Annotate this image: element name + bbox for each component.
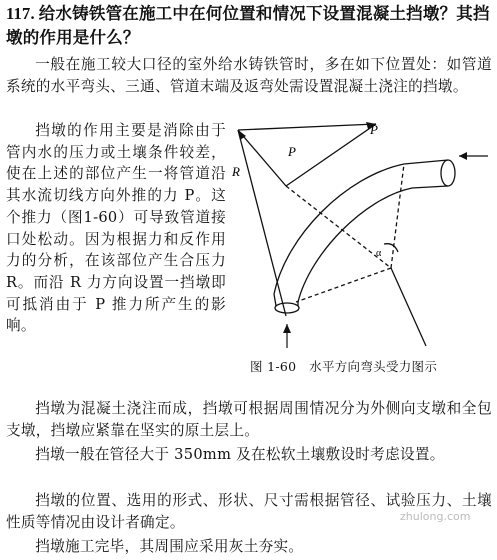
question-number: 117. <box>6 4 35 23</box>
bend-force-figure <box>226 116 494 396</box>
radius-line-2 <box>391 164 404 268</box>
pipe-end-upper <box>441 160 455 186</box>
label-alpha: α <box>376 248 382 259</box>
paragraph-2: 挡墩的作用主要是消除由于管内水的压力或土壤条件较差，使在上述的部位产生一将管道沿其水流切线方向外推的力 P。这个推力（图1-60）可导致管道接口处松动。因为根据力和反作用力的分析，在该部位产生合压力R。而沿 R 力方向设置一挡墩即可抵消由于 P 推力所产生的影响。 <box>6 122 226 335</box>
force-line-P <box>286 124 376 186</box>
bend-force-diagram <box>226 116 494 396</box>
pipe-end-lower <box>275 303 299 313</box>
figure-caption: 图 1-60 水平方向弯头受力图示 <box>250 359 438 374</box>
paragraph-5: 挡墩的位置、选用的形式、形状、尺寸需根据管径、试验压力、土壤性质等情况由设计者确定。 <box>6 492 492 531</box>
pipe-outer-wall <box>274 160 448 294</box>
pipe-inner-wall <box>298 186 448 302</box>
question-title <box>6 2 492 50</box>
paragraph-6: 挡墩施工完毕，其周围应采用灰土夯实。 <box>35 538 304 555</box>
question-text: 给水铸铁管在施工中在何位置和情况下设置混凝土挡墩？其挡墩的作用是什么？ <box>6 4 490 47</box>
label-P-left: P <box>288 144 296 159</box>
paragraph-1: 一般在施工较大口径的室外给水铸铁管时，多在如下位置处：如管道系统的水平弯头、三通、管道末端及返弯处需设置混凝土浇注的挡墩。 <box>6 56 492 95</box>
paragraph-4: 挡墩一般在管径大于 350mm 及在松软土壤敷设时考虑设置。 <box>35 446 445 463</box>
pipe-lower-left <box>274 294 276 306</box>
radius-line-4 <box>391 268 426 346</box>
arrow-right <box>459 152 467 160</box>
label-P-top: P <box>370 122 378 137</box>
tangent-line-top <box>238 124 376 130</box>
watermark: zhulong.com <box>400 510 471 523</box>
alpha-arc <box>384 244 398 252</box>
paragraph-3: 挡墩为混凝土浇注而成，挡墩可根据周围情况分为外侧向支墩和全包支墩，挡墩应紧靠在坚实的原土层上。 <box>6 400 492 439</box>
label-R: R <box>232 164 240 179</box>
arrow-bottom <box>283 324 291 333</box>
